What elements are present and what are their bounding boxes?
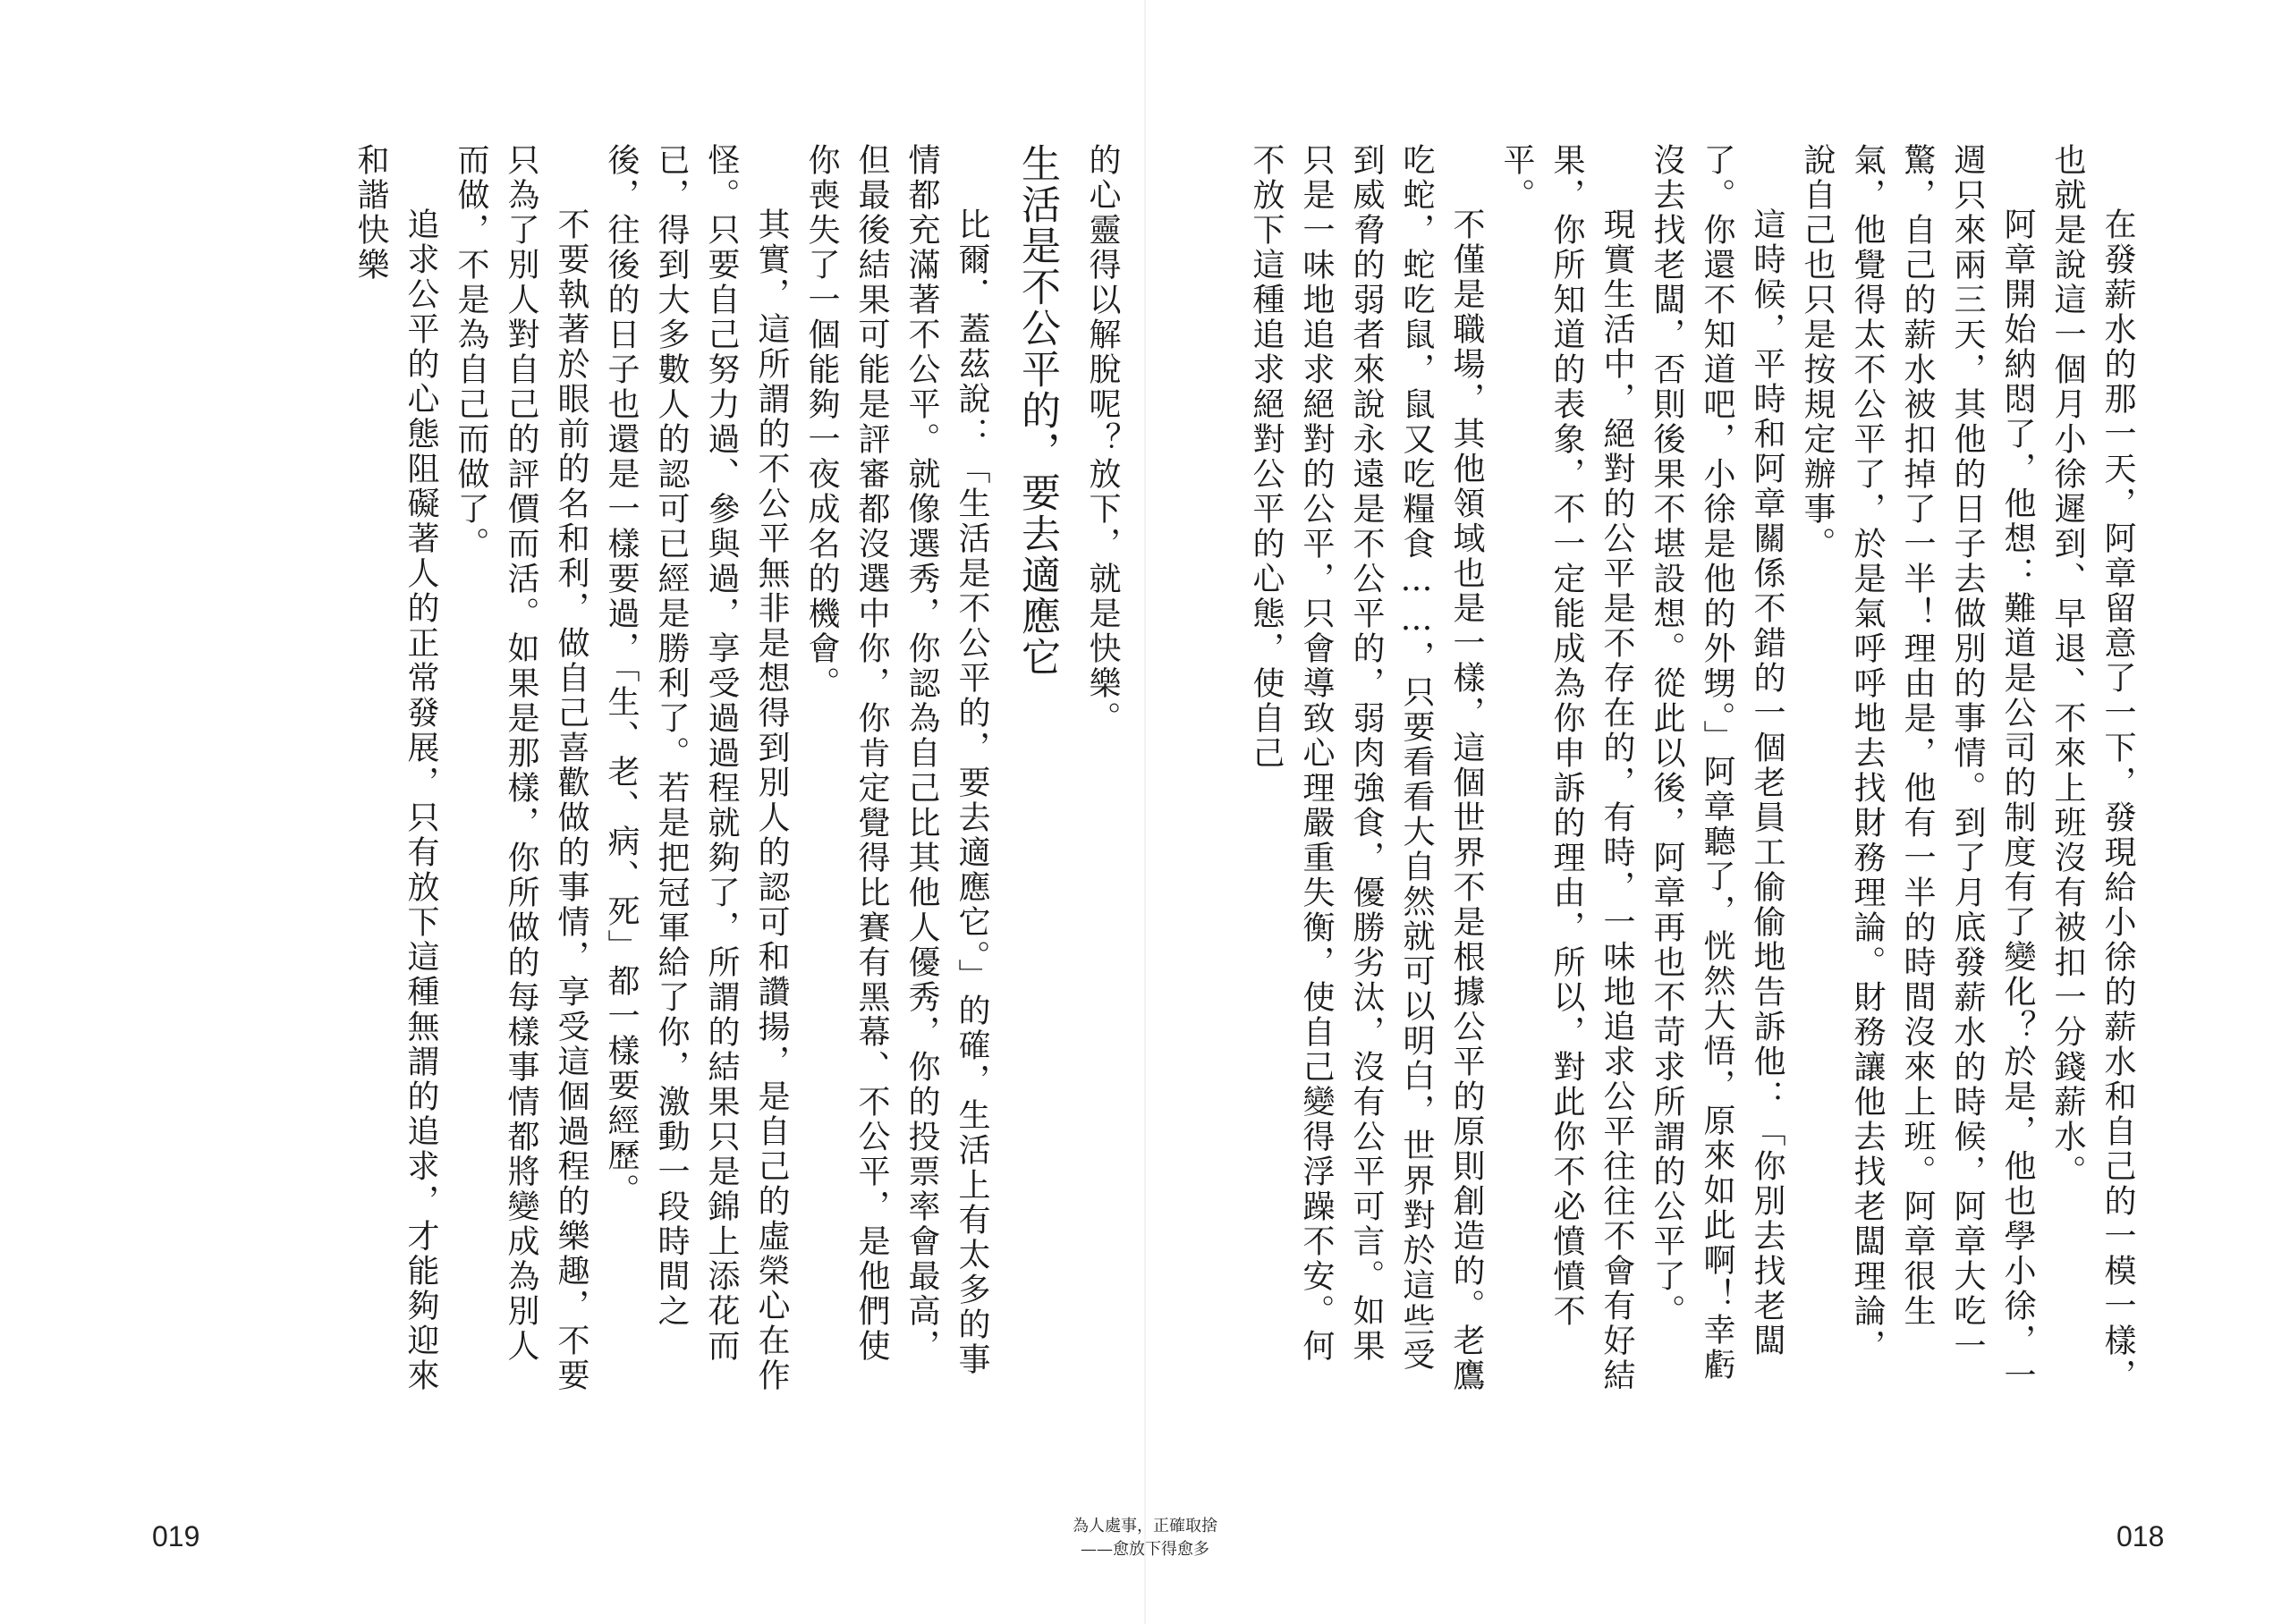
section-heading: 生活是不公平的，要去適應它 <box>1014 143 1060 678</box>
footer-subtitle: ——愈放下得愈多 <box>1081 1540 1209 1559</box>
paragraph: 在發薪水的那一天，阿章留意了一下，發現給小徐的薪水和自己的一模一樣，也就是說這一個月小徐遲到、早退、不來上班沒有被扣一分錢薪水。 <box>2049 143 2136 1393</box>
paragraph: 阿章開始納悶了，他想：難道是公司的制度有了變化？於是，他也學小徐，一週只來兩三天，其他的日子去做別的事情。到了月底發薪水的時候，阿章大吃一驚，自己的薪水被扣掉了一半！理由是，他有一半的時間沒來上班。阿章很生氣，他覺得太不公平了，於是氣呼呼地去找財務理論。財務讓他去找老闆理論，說自己也只是按規定辦事。 <box>1799 143 2036 1393</box>
paragraph: 不要執著於眼前的名和利，做自己喜歡做的事情，享受這個過程的樂趣，不要只為了別人對自己的評價而活。如果是那樣，你所做的每樣事情都將變成為別人而做，不是為自己而做了。 <box>453 143 589 1393</box>
page-gutter <box>1144 0 1146 1624</box>
footer-title: 為人處事，正確取捨 <box>1073 1517 1217 1535</box>
page-number-right: 018 <box>2116 1520 2165 1552</box>
paragraph: 不僅是職場，其他領域也是一樣，這個世界不是根據公平的原則創造的。老鷹吃蛇，蛇吃鼠，鼠又吃糧食……，只要看看大自然就可以明白，世界對於這些受到威脅的弱者來說永遠是不公平的，弱肉強食，優勝劣汰，沒有公平可言。如果只是一味地追求絕對的公平，只會導致心理嚴重失衡，使自己變得浮躁不安。何不放下這種追求絕對公平的心態，使自己 <box>1248 143 1485 1393</box>
right-page-text <box>1248 143 2142 1395</box>
page-number-left: 019 <box>152 1520 200 1552</box>
paragraph: 比爾．蓋茲說：「生活是不公平的，要去適應它。」的確，生活上有太多的事情都充滿著不公平。就像選秀，你認為自己比其他人優秀，你的投票率會最高，但最後結果可能是評審都沒選中你，你肯定覺得比賽有黑幕、不公平，是他們使你喪失了一個能夠一夜成名的機會。 <box>803 143 990 1377</box>
continued-paragraph: 的心靈得以解脫呢？放下，就是快樂。 <box>1084 143 1121 736</box>
paragraph: 現實生活中，絕對的公平是不存在的，有時，一味地追求公平往往不會有好結果，你所知道的表象，不一定能成為你申訴的理由，所以，對此你不必憤憤不平。 <box>1498 143 1635 1393</box>
paragraph: 追求公平的心態阻礙著人的正常發展，只有放下這種無謂的追求，才能夠迎來和諧快樂 <box>352 143 439 1393</box>
paragraph: 其實，這所謂的不公平無非是想得到別人的認可和讚揚，是自己的虛榮心在作怪。只要自己努力過、參與過，享受過過程就夠了，所謂的結果只是錦上添花而已，得到大多數人的認可已經是勝利了。若是把冠軍給了你，激動一段時間之後，往後的日子也還是一樣要過，「生、老、病、死」都一樣要經歷。 <box>603 143 790 1393</box>
running-footer <box>1056 1515 1234 1561</box>
paragraph: 這時候，平時和阿章關係不錯的一個老員工偷偷地告訴他：「你別去找老闆了。你還不知道吧，小徐是他的外甥。」阿章聽了，恍然大悟，原來如此啊！幸虧沒去找老闆，否則後果不堪設想。從此以後，阿章再也不苛求所謂的公平了。 <box>1649 143 1785 1383</box>
left-page-text <box>233 143 1127 1395</box>
